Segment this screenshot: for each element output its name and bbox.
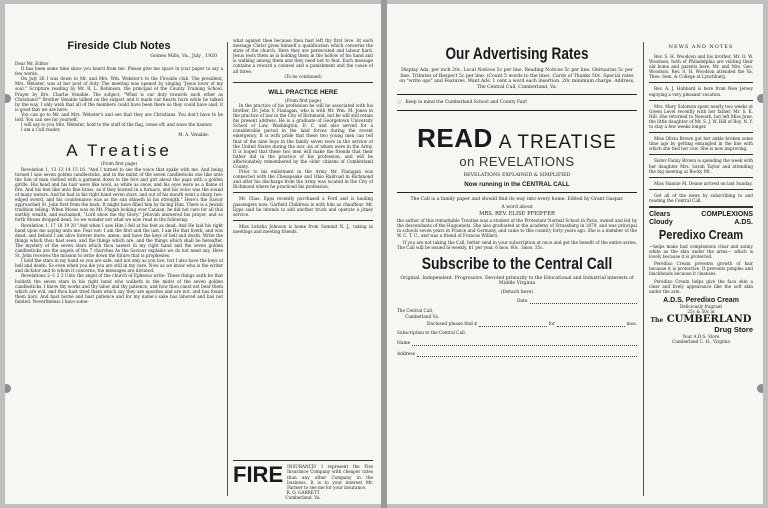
name-blank[interactable] (412, 342, 637, 346)
fire-text: INSURANCE! I represent the Fire Insurance Company with cheaper rates than any other Company in the business. It is to your interest Mr. Farmer to see me for your insurance. (287, 464, 373, 490)
divider (649, 177, 753, 178)
peredixo-ad (649, 211, 753, 344)
club-signature: M. A. Venable. (178, 132, 209, 138)
divider (649, 154, 753, 155)
fire-insurance-ad (233, 460, 373, 500)
store-place: Cumberland C. H., Virginia (672, 339, 730, 345)
left-page (5, 4, 381, 504)
to-line-2: Cumberland Va. (405, 313, 440, 319)
price-line: 25c & 50c at (687, 308, 715, 314)
binder-hole (5, 94, 11, 103)
club-paragraph: On July 26 I was down to Mr. and Mrs. Wm. Webster's to the Fireside club. The president, Mrs. Webster, was at her post of duty. The meeting was opened by singing "Jesus lover of my soul." Scripture reading by Mr. R. L. Robinson, the principal of the County Training School. Prayer by Bro. Charlie Venable. The subject, "What is our duty towards each other as Christians?" Brother Venable talked on the subject and it made our hearts burn while he talked by the way. I only wish that all of the members could have been there so they could have said, it is good that we are here. (15, 76, 223, 112)
peredixo-lead: —helps make bad complexions clear and satiny white as the skin under the arms— which is lovely because it is protected. (649, 243, 753, 260)
divider (397, 192, 637, 193)
name-field[interactable] (397, 341, 637, 346)
news-item: Miss Olivia Brown got her ankle broken some time ago by getting entangled in the line with which she tied her cow. She is now improving. (649, 136, 753, 152)
cumberland-store (649, 314, 753, 325)
news-item: Get all of the news by subscribing to and reading the Central Call. (649, 192, 753, 203)
read-treatise-banner (397, 123, 637, 154)
drug-store: Drug Store (714, 325, 753, 334)
treatise-paragraph: Revelations 2--1 2 3 Unto the angel of the church of Ephesus write: These things saith he that holdeth the seven stars in his right hand who walketh in the midst of the seven golden candlesticks. I know thy works and thy labor and thy patience, and how thou canst not bear them which are evil, and thou hast tried them which say they are apostles and are not, and has found them liars. And hast borne and hast patience and for my name's sake has labored and has not fainted. Nevertheless I have some- (15, 273, 223, 304)
on-revelations: on REVELATIONS (459, 154, 575, 170)
club-closing: I am a Cull reader, (21, 127, 61, 133)
author-bio: the author of this remarkable Treatise was a student of the Protestant Normal School in Paris, owned and led by the descendants of the Huguenots. She also graduated at the academy of Strassburg in 1879, and was principal in schools seven years in France and Germany, and came to this country forty years ago. She is a member of the W. C. T. U., and was a friend of Frances Willard. (397, 217, 637, 238)
complexions-ads (701, 211, 753, 227)
treatise-paragraph: I hold the stars in my hand so you are safe, and not only as you live, but I also have the keys of hell and death. So even when you die you are still in my care. Now as we know who is the writer and dictator and to whom it concerns, the messages are dictated. (15, 258, 223, 274)
explained-line: REVELATIONS EXPLAINED & SIMPLIFIED (463, 173, 571, 179)
divider (649, 132, 753, 133)
ads-abbr: A.DS. (734, 218, 753, 226)
clears-cloudy (649, 211, 673, 227)
binder-hole (757, 94, 763, 103)
date-label: Date (517, 299, 528, 305)
club-notes-title: Fireside Club Notes (67, 40, 171, 52)
club-salutation: Dear Mr. Editor (15, 61, 49, 66)
subscribe-description: Original. Independent. Progressive. Devoted primarily to the Educational and Industrial interests of Middle Virginia (400, 276, 634, 287)
divider (233, 192, 373, 193)
divider (649, 206, 753, 208)
fragrant-line: Deliciously fragrant (679, 303, 723, 309)
column-rule (643, 42, 644, 496)
subscribe-title: Subscribe to the Central Call (421, 254, 613, 274)
mos-label: mos. (626, 321, 637, 327)
the-word: The (650, 317, 664, 324)
epps-notice: Mr. Chas. Epps recently purchased a Ford and is hauling passengers now. Garfield Childress is with him as chauffeur. Mr. Epps said he intends to add another truck and operate a jitney service. (233, 196, 373, 217)
divider (233, 220, 373, 221)
johnson-notice: Miss Letisha Johnson is home from Summit N. J., taking in meetings and meeting friends. (233, 223, 373, 234)
to-be-continued: (To be continued) (284, 73, 322, 79)
treatise-continuation: what against thee because thou hast left thy first love. At each message Christ gives himself a qualification which concerns the state of the church. Here they are persecuted and labour hard. Jesus tests them as is holding them in the hollow of his hand and is walking among them and they need not to fear. Each message contains a reward a counsel and a punishment and the cause of all three. (233, 38, 373, 74)
address-blank[interactable] (417, 353, 637, 357)
peredixo-text: Peredixo Cream prevents growth of hair because it is protective. It prevents pimples and blackheads because it cleanses. (649, 261, 753, 277)
cumberland-word: CUMBERLAND (666, 314, 752, 325)
ad-rates-title: Our Advertising Rates (445, 44, 589, 63)
divider (397, 94, 637, 95)
address-label: Address (397, 351, 415, 357)
pointing-hand-icon: ☞ (397, 99, 403, 107)
subscribe-note: If you are not taking the Call, better send in your subscription at once and get the benefit of the entire series. The Call will be issued bi-weekly. $1 per year. 6 mos. 60c. 3mos. 35c. (397, 240, 637, 251)
now-running: Now running in the CENTRAL CALL (464, 181, 570, 189)
news-item: Miss Nannie M. Deane arrived on last Sunday. (654, 180, 753, 186)
practice-title: WILL PRACTICE HERE (268, 88, 338, 96)
name-label: Name (397, 340, 411, 346)
address-field[interactable] (397, 352, 637, 357)
fire-headline: FIRE (233, 462, 284, 488)
clears-word: Clears (649, 210, 671, 218)
column-rule (227, 42, 228, 496)
fair-reminder-text: Keep in mind the Cumberland School and County Fair! (405, 100, 528, 106)
complexions-word: COMPLEXIONS (701, 210, 753, 218)
right-column-1 (397, 4, 637, 504)
club-paragraph: You can go to Mr. and Mrs. Webster's and see that they are Christians. You don't have to be told. You can see for yourself. (15, 111, 223, 123)
news-item: Rev. A. J. Hubbard is here from New Jersey enjoying a very pleasant vacation. (649, 86, 753, 97)
read-headline: READ (417, 123, 493, 154)
news-item: Mrs. Mary Solomon spent nearly two weeks at Green Level recently with her father, Mr. S. K. Hill. She returned to Newark, but left Miss June, the little daughter of Mr. S. J. W. Hill of Roy, N. Y. to stay a few weeks longer. (649, 103, 753, 130)
peredixo-name: Peredixo Cream (658, 226, 744, 242)
club-dateline: Goines Mills, Va., July , 1920 (150, 54, 217, 59)
left-column-2 (233, 4, 373, 504)
enclosed-label: Enclosed please find $ (427, 321, 478, 327)
divider (233, 82, 373, 83)
divider (649, 82, 753, 83)
news-title: NEWS AND NOTES (668, 44, 734, 50)
word-about: A word about (501, 204, 533, 210)
club-paragraph: It has been some time since you heard from me. Please give me space in your paper to say a few words. (15, 66, 223, 77)
practice-text: Prior to his enlistment in the Army Mr. Flanagan was connected with the Chesapeake and Ohio Railroad in Richmond and after his discharge from the Army was located in the City of Richmond where he practiced his profession. (233, 169, 373, 190)
fair-reminder (397, 99, 637, 106)
binder-hole (5, 384, 11, 393)
binder-hole (757, 384, 763, 393)
divider (649, 100, 753, 101)
club-paragraph: I will say to you Mrs. Webster, hold to the staff of the flag, cease off, and wave the banner. (21, 122, 213, 128)
divider (397, 110, 637, 111)
your-ads-store: Your A.D.S. Store (682, 334, 720, 339)
date-field[interactable] (517, 299, 637, 304)
subscription-line: Subscription to the Central Call. (397, 329, 466, 335)
treatise-paragraph: Revelation 1, 13 13 14 15 16. "And I turned to see the voice that spake with me. And being turned I saw seven golden candlesticks, and in the midst of the seven candlesticks one like unto the Son of man clothed with a garment down to the foot and girt about the paps with a golden girdle. His head and his hair were like wool, as white as snow, and his eyes were as a flame of fire. And his feet like unto fine brass, as if they burned in a furnace, and his voice was the sound of many waters. And he had in his right hand seven stars, and out of his mouth went a sharp two-edged sword, and his countenance was as the sun shineth in his strength." Here's the Savior approached St. John first from the back. It might have filled him by facing Him. There is a Jewish tradition telling: When Moses was on Mt. Pisgah looking over Canaan, he did not care for all this earthly wealth, and exclaimed, "Lord show me thy Glory." Jehovah answered his prayer, and so forth Moses dropped dead. So we wonder not what we now read in the following: (15, 166, 223, 223)
peredixo-text: Peredixo Cream helps give the face skin a clear and lively appearance like the soft skin under the arm. (649, 278, 753, 294)
months-blank[interactable] (557, 323, 625, 327)
cloudy-word: Cloudy (649, 218, 673, 226)
right-page (387, 4, 763, 504)
practice-from-first: (From first page) (284, 97, 322, 103)
news-item: Sister Fanny Brown is spending the week with her daughter Mrs. Sarah Taylor and attending the big meeting at Rocky Mt. (649, 158, 753, 174)
treatise-title: A Treatise (66, 141, 172, 161)
for-label: for (548, 321, 555, 327)
practice-text: In the practice of his profession he will be associated with his brother, Dr. John V. Flanagan, who is with Mr. Wm. M. Jones in the practice of law in the City of Richmond, but he will still retain his present address. He is a graduate of Georgetown University School of Law, Washington, D. C. and also served for a considerable period in the land forces during the recent emergency. It is with pride that these two young men can tell that of the nine boys in the family seven were in the service of the United States during the war, six of whom were in the Army. It is hoped that these two men will make the friends that their father did in the practice of his profession, and will be affectionately remembered by the older citizens of Cumberland County. (233, 102, 373, 169)
to-line-1: The Central Call, (397, 308, 434, 314)
fire-signature: R. O. GARRETT (286, 489, 320, 495)
date-blank[interactable] (530, 300, 637, 304)
left-column-1 (15, 4, 223, 504)
enclosed-field[interactable] (427, 322, 637, 327)
author-name: MRS. REV. ELISE PFEIFFER (479, 210, 555, 217)
news-item: Rev. S. H. Woodson and his brother, Mr. O. W. Woodson, both of Philadelphia are visiting their old home and parents here, Mr. and Mrs. Geo. Woodson. Rev. S. H. Woodson attended the Va. Theo. Sem. & College at Lynchburg. (649, 54, 753, 80)
fire-place: Cumberland, Va. (285, 494, 321, 500)
ad-rates-text: Display Ads. per inch 20c. Local Notices 5c per line. Reading Notices 5c per line. Obituaries 5c per line. Tributes of Respect 5c per line. (Count 5 words to the line). Cards of Thanks 50c. Special rates on "write ups" and Features. Want Ads. 1 cent a word each insertion. 20c minimum charge. Address, The Central Cull, Cumberland, Va. (399, 68, 635, 90)
treatise-headline: A TREATISE (498, 132, 617, 154)
amount-blank[interactable] (479, 323, 547, 327)
right-column-2 (649, 4, 753, 504)
treatise-from-first: (From first page) (100, 161, 138, 167)
peredixo-header (649, 211, 753, 227)
family-paper-text: The Call is a family paper and should find its way into every home. Edited by Grant Gaspar. (410, 197, 624, 203)
ads-peredixo-full: A.D.S. Peredixo Cream (663, 296, 739, 304)
divider (649, 189, 753, 190)
treatise-paragraph: Revelation 1, 17 18 19 20 "And when I saw Him I fell at his feet as dead. And He laid his right hand upon me saying unto me: Fear not: I am the first and the last, I am He that liveth, and was dead; and behold I am alive forever more, amen; and have the keys of hell and death. Write the things which thou hast seen, and the things which are, and the things which shall be hereafter. The mystery of the seven stars which thou sawest in my right hand and the seven golden candlesticks are the angels of the 7 churches As the Saviour explains we do not need any. Here St. John receives the mission to write down the future that is prophesies. (15, 222, 223, 259)
detach-here: (Detach here) (500, 290, 534, 296)
